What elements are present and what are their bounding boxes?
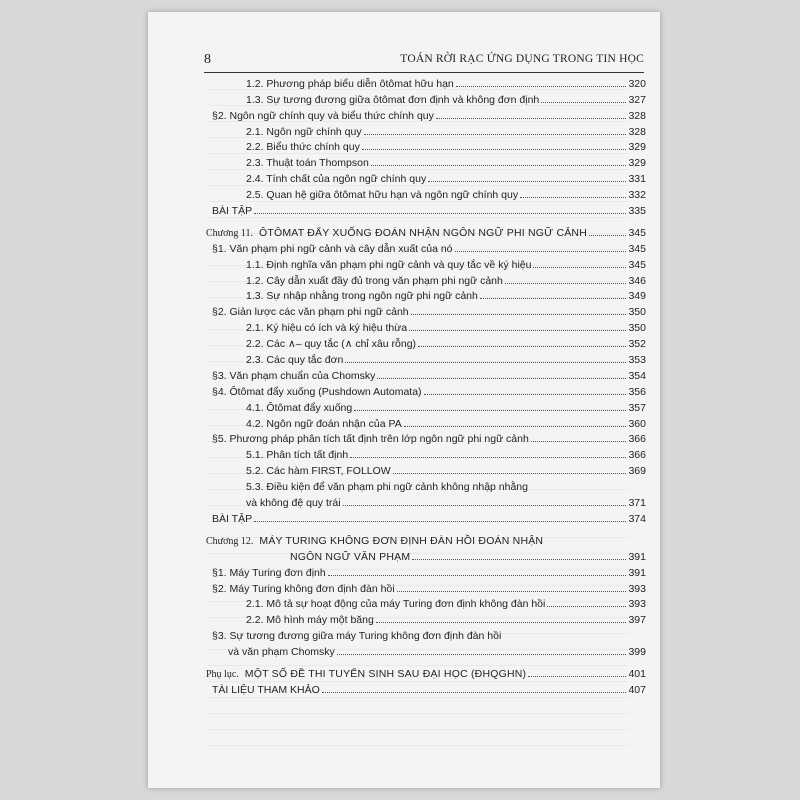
toc-entry-title: §1. Máy Turing đơn định: [212, 566, 326, 579]
running-title: TOÁN RỜI RẠC ỨNG DỤNG TRONG TIN HỌC: [400, 53, 644, 65]
leader-dots: [337, 654, 627, 655]
page-ref: 350: [628, 306, 646, 319]
page-ref: 328: [628, 125, 646, 138]
toc-entry: [206, 106, 646, 122]
toc-entry: [206, 430, 646, 446]
toc-entry: [206, 318, 646, 334]
toc-entry-title: [206, 668, 526, 680]
page-ref: 352: [628, 338, 646, 351]
toc-entry: [206, 461, 646, 477]
page-ref: 345: [628, 226, 646, 239]
toc-entry: [206, 509, 646, 525]
chapter-label: Chương 12.: [206, 535, 254, 547]
toc-entry: [206, 169, 646, 185]
toc-entry-title: 2.1. Ký hiệu có ích và ký hiệu thừa: [246, 322, 408, 335]
toc-entry-title-cont: và văn phạm Chomsky: [228, 646, 335, 659]
toc-entry: [206, 74, 646, 90]
toc-entry: [206, 680, 646, 696]
toc-entry-title-cont: NGÔN NGỮ VĂN PHẠM: [290, 550, 411, 563]
page-ref: 329: [628, 157, 646, 170]
page-ref: 332: [628, 189, 646, 202]
toc-entry-title: 2.3. Các quy tắc đơn: [246, 354, 344, 367]
page-ref: 329: [628, 141, 646, 154]
toc-entry-title: §2. Máy Turing không đơn định đàn hồi: [212, 582, 395, 595]
leader-dots: [547, 606, 626, 607]
page-ref: 335: [628, 205, 646, 218]
leader-dots: [254, 521, 626, 522]
toc-entry: [206, 185, 646, 201]
leader-dots: [528, 676, 626, 677]
page-ref: 354: [628, 369, 646, 382]
toc-entry-title: 2.2. Mô hình máy một băng: [246, 614, 374, 627]
page-ref: 393: [628, 582, 646, 595]
leader-dots: [455, 251, 627, 252]
toc-entry-title: [206, 227, 587, 239]
leader-dots: [364, 134, 627, 135]
page-ref: 345: [628, 242, 646, 255]
toc-entry-title: 2.2. Biểu thức chính quy: [246, 141, 360, 154]
toc-chapter: [206, 223, 646, 239]
page-ref: 357: [628, 401, 646, 414]
table-of-contents: [206, 74, 646, 696]
leader-dots: [343, 505, 627, 506]
leader-dots: [520, 197, 626, 198]
leader-dots: [456, 86, 627, 87]
toc-entry-title: 2.1. Ngôn ngữ chính quy: [246, 125, 362, 138]
page-ref: 401: [628, 667, 646, 680]
leader-dots: [397, 591, 627, 592]
toc-entry-title: 1.1. Định nghĩa văn phạm phi ngữ cảnh và quy tắc về ký hiệu: [246, 258, 532, 271]
leader-dots: [436, 118, 627, 119]
toc-entry: [206, 153, 646, 169]
leader-dots: [362, 149, 627, 150]
toc-entry-title: 2.1. Mô tả sự hoạt động của máy Turing đơn định không đàn hồi: [246, 598, 546, 611]
toc-entry-title: 2.3. Thuật toán Thompson: [246, 157, 369, 170]
toc-entry: [206, 302, 646, 318]
leader-dots: [393, 473, 627, 474]
leader-dots: [411, 314, 627, 315]
page-ref: 397: [628, 614, 646, 627]
chapter-label: Phụ lục.: [206, 668, 239, 680]
toc-entry-title: BÀI TẬP: [212, 512, 253, 525]
leader-dots: [354, 410, 626, 411]
toc-entry: [206, 626, 646, 642]
toc-entry-title: TÀI LIỆU THAM KHẢO: [212, 683, 320, 696]
page-ref: 366: [628, 449, 646, 462]
page-ref: 393: [628, 598, 646, 611]
toc-entry-title: 2.4. Tính chất của ngôn ngữ chính quy: [246, 173, 427, 186]
toc-entry: [206, 579, 646, 595]
toc-entry-title: 2.5. Quan hệ giữa ôtômat hữu hạn và ngôn ngữ chính quy: [246, 189, 519, 202]
toc-entry-title: §4. Ôtômat đẩy xuống (Pushdown Automata): [212, 385, 422, 398]
toc-entry: [206, 334, 646, 350]
leader-dots: [480, 298, 627, 299]
toc-entry: [206, 477, 646, 493]
leader-dots: [371, 165, 627, 166]
toc-entry-continuation: [206, 547, 646, 563]
toc-entry-title: §2. Giản lược các văn phạm phi ngữ cảnh: [212, 306, 409, 319]
toc-entry: [206, 382, 646, 398]
toc-entry: [206, 287, 646, 303]
toc-entry: [206, 414, 646, 430]
leader-dots: [424, 394, 627, 395]
book-page: [148, 12, 660, 788]
toc-entry-continuation: [206, 493, 646, 509]
page-ref: 366: [628, 433, 646, 446]
leader-dots: [345, 362, 626, 363]
toc-entry: [206, 239, 646, 255]
toc-entry-title: BÀI TẬP: [212, 205, 253, 218]
leader-dots: [541, 102, 626, 103]
toc-entry-continuation: [206, 642, 646, 658]
page-header: [204, 50, 644, 73]
page-ref: 327: [628, 93, 646, 106]
toc-entry: [206, 445, 646, 461]
leader-dots: [412, 559, 626, 560]
page-ref: 346: [628, 274, 646, 287]
leader-dots: [377, 378, 626, 379]
page-ref: 353: [628, 354, 646, 367]
toc-entry: [206, 271, 646, 287]
page-ref: 391: [628, 566, 646, 579]
leader-dots: [409, 330, 626, 331]
toc-entry-title: [206, 535, 543, 547]
page-number: 8: [204, 52, 211, 67]
toc-entry: [206, 610, 646, 626]
toc-entry: [206, 201, 646, 217]
toc-entry-title: 5.1. Phân tích tất định: [246, 449, 349, 462]
toc-chapter: [206, 664, 646, 680]
page-ref: 349: [628, 290, 646, 303]
page-ref: 369: [628, 465, 646, 478]
page-ref: 350: [628, 322, 646, 335]
leader-dots: [328, 575, 627, 576]
leader-dots: [376, 622, 627, 623]
page-ref: 360: [628, 417, 646, 430]
toc-entry: [206, 366, 646, 382]
page-ref: 407: [628, 683, 646, 696]
toc-entry-title: 4.2. Ngôn ngữ đoán nhận của PA: [246, 417, 402, 430]
chapter-title: ÔTÔMAT ĐẨY XUỐNG ĐOÁN NHẬN NGÔN NGỮ PHI NGỮ CẢNH: [259, 226, 587, 239]
toc-entry: [206, 398, 646, 414]
toc-entry: [206, 563, 646, 579]
page-ref: 371: [628, 497, 646, 510]
page-ref: 331: [628, 173, 646, 186]
leader-dots: [404, 426, 627, 427]
toc-entry-title: 2.2. Các ∧– quy tắc (∧ chỉ xâu rỗng): [246, 338, 417, 351]
leader-dots: [428, 181, 626, 182]
toc-entry: [206, 255, 646, 271]
leader-dots: [531, 441, 627, 442]
leader-dots: [418, 346, 626, 347]
page-ref: 374: [628, 512, 646, 525]
leader-dots: [533, 267, 626, 268]
toc-entry: [206, 595, 646, 611]
toc-entry-title: 1.3. Sự tương đương giữa ôtômat đơn định và không đơn định: [246, 93, 540, 106]
page-ref: 320: [628, 77, 646, 90]
page-ref: 345: [628, 258, 646, 271]
page-ref: 391: [628, 550, 646, 563]
toc-entry-title: 5.3. Điều kiện để văn phạm phi ngữ cảnh không nhập nhằng: [246, 481, 528, 494]
toc-entry-title: §3. Văn phạm chuẩn của Chomsky: [212, 369, 376, 382]
toc-entry: [206, 122, 646, 138]
toc-entry: [206, 350, 646, 366]
leader-dots: [254, 213, 626, 214]
toc-entry-title: §3. Sự tương đương giữa máy Turing không đơn định đàn hồi: [212, 630, 502, 643]
page-ref: 356: [628, 385, 646, 398]
chapter-title: MÁY TURING KHÔNG ĐƠN ĐỊNH ĐÀN HỒI ĐOÁN NHẬN: [259, 534, 544, 547]
page-ref: 328: [628, 109, 646, 122]
chapter-title: MỘT SỐ ĐỀ THI TUYỂN SINH SAU ĐẠI HỌC (ĐHQGHN): [244, 667, 527, 680]
toc-entry-title: §1. Văn phạm phi ngữ cảnh và cây dẫn xuất của nó: [212, 242, 453, 255]
toc-entry-title-cont: và không đệ quy trái: [246, 497, 341, 510]
toc-entry-title: 5.2. Các hàm FIRST, FOLLOW: [246, 465, 391, 478]
toc-entry: [206, 138, 646, 154]
toc-entry-title: 1.2. Cây dẫn xuất đầy đủ trong văn phạm phi ngữ cảnh: [246, 274, 503, 287]
chapter-label: Chương 11.: [206, 227, 254, 239]
leader-dots: [322, 692, 627, 693]
toc-entry-title: §2. Ngôn ngữ chính quy và biểu thức chính quy: [212, 109, 434, 122]
toc-entry-title: §5. Phương pháp phân tích tất định trên lớp ngôn ngữ phi ngữ cảnh: [212, 433, 529, 446]
toc-entry-title: 4.1. Ôtômat đẩy xuống: [246, 401, 353, 414]
leader-dots: [505, 283, 627, 284]
leader-dots: [589, 235, 626, 236]
leader-dots: [350, 457, 626, 458]
page-ref: 399: [628, 646, 646, 659]
toc-entry: [206, 90, 646, 106]
toc-entry-title: 1.2. Phương pháp biểu diễn ôtômat hữu hạn: [246, 77, 454, 90]
toc-chapter: [206, 531, 646, 547]
toc-entry-title: 1.3. Sự nhập nhằng trong ngôn ngữ phi ngữ cảnh: [246, 290, 478, 303]
